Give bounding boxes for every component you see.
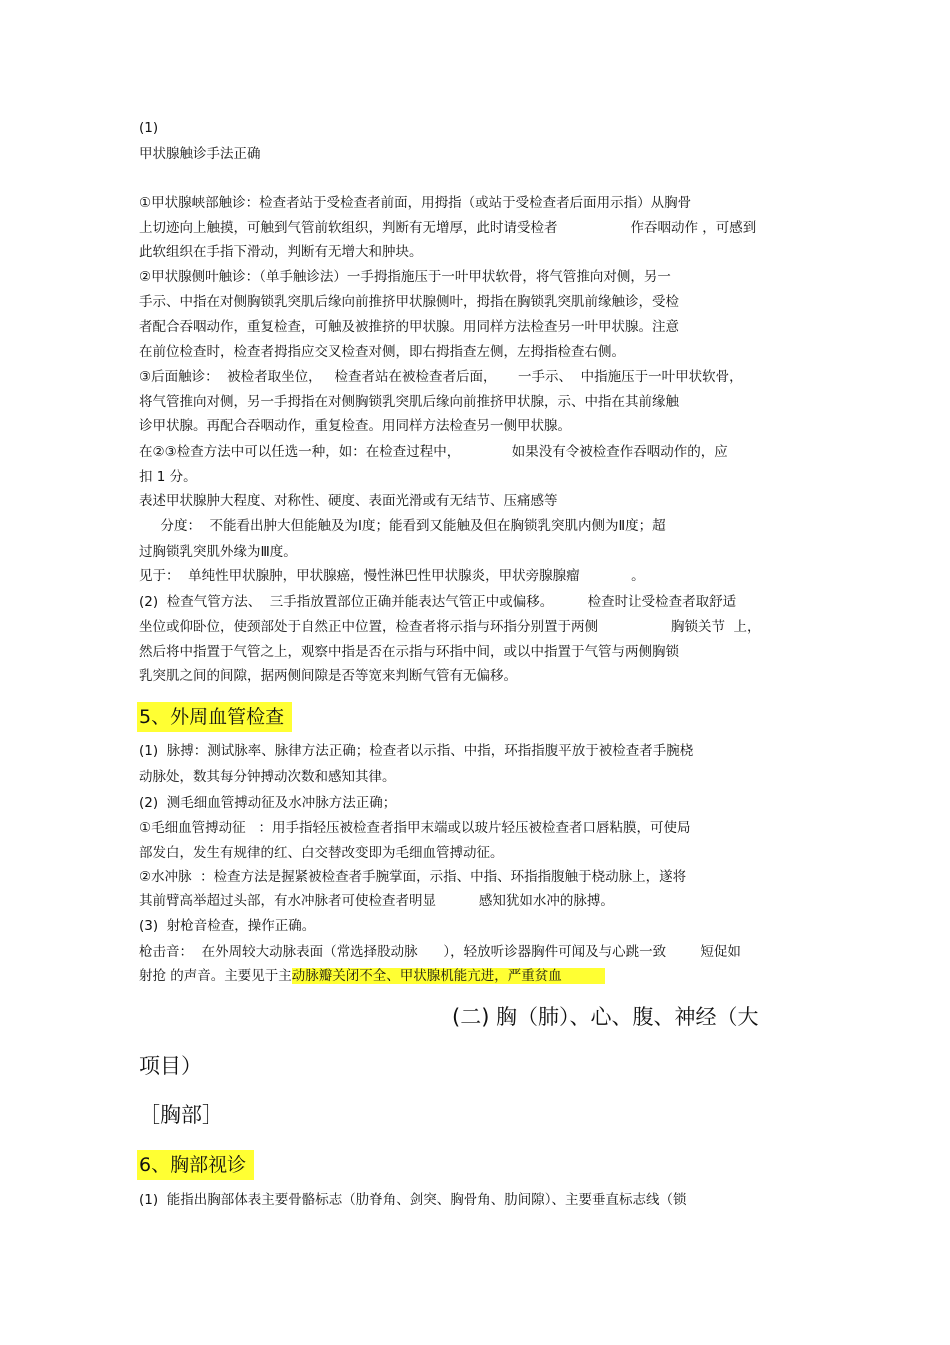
subsection-title: ［胸部］ (139, 1103, 223, 1127)
text-line: ①甲状腺峡部触诊：检查者站于受检查者前面，用拇指（或站于受检查者后面用示指）从胸骨 (139, 195, 692, 211)
text-line: 上切迹向上触摸，可触到气管前软组织，判断有无增厚，此时请受检者 作吞咽动作 ，可感到 (139, 220, 757, 236)
highlighted-text: 动脉瓣关闭不全、甲状腺机能亢进，严重贫血 (291, 968, 605, 984)
text-line: 诊甲状腺。再配合吞咽动作，重复检查。用同样方法检查另一侧甲状腺。 (139, 418, 571, 434)
text-line: ②水冲脉 ：检查方法是握紧被检查者手腕掌面，示指、中指、环指指腹触于桡动脉上，遂将 (139, 869, 687, 885)
part-title-continued: 项目） (139, 1054, 202, 1078)
section-heading: 5、外周血管检查 (137, 702, 292, 732)
text-line: 乳突肌之间的间隙，据两侧间隙是否等宽来判断气管有无偏移。 (139, 668, 517, 684)
text-line: (3) 射枪音检查，操作正确。 (139, 918, 316, 934)
text-line: 过胸锁乳突肌外缘为Ⅲ度。 (139, 544, 297, 560)
text-line: ③后面触诊： 被检者取坐位， 检查者站在被检查者后面， 一手示、 中指施压于一叶甲状软骨， (139, 369, 743, 385)
text-line: 者配合吞咽动作，重复检查，可触及被推挤的甲状腺。用同样方法检查另一叶甲状腺。注意 (139, 319, 679, 335)
text-line: 然后将中指置于气管之上，观察中指是否在示指与环指中间，或以中指置于气管与两侧胸锁 (139, 644, 679, 660)
text-line: 坐位或仰卧位，使颈部处于自然正中位置，检查者将示指与环指分别置于两侧 胸锁关节 上， (139, 619, 761, 635)
text-line: 见于： 单纯性甲状腺肿，甲状腺癌，慢性淋巴性甲状腺炎，甲状旁腺腺瘤 。 (139, 568, 645, 584)
text-line: 将气管推向对侧，另一手拇指在对侧胸锁乳突肌后缘向前推挤甲状腺，示、中指在其前缘触 (139, 394, 679, 410)
text-line: 在前位检查时，检查者拇指应交叉检查对侧，即右拇指查左侧，左拇指检查右侧。 (139, 344, 625, 360)
text-line: (1) 能指出胸部体表主要骨骼标志（肋脊角、剑突、胸骨角、肋间隙）、主要垂直标志线（锁 (139, 1192, 687, 1208)
text-line: ①毛细血管搏动征 ：用手指轻压被检查者指甲末端或以玻片轻压被检查者口唇粘膜，可使局 (139, 820, 691, 836)
text-line: (1) 脉搏：测试脉率、脉律方法正确；检查者以示指、中指，环指指腹平放于被检查者手腕桡 (139, 743, 694, 759)
text-line: 此软组织在手指下滑动，判断有无增大和肿块。 (139, 244, 423, 260)
section-title: 甲状腺触诊手法正确 (139, 146, 261, 162)
text-line: 枪击音： 在外周较大动脉表面（常选择股动脉 ），轻放听诊器胸件可闻及与心跳一致 短促如 (139, 944, 741, 960)
section-heading: 6、胸部视诊 (137, 1150, 254, 1180)
text-line: ②甲状腺侧叶触诊：（单手触诊法）一手拇指施压于一叶甲状软骨，将气管推向对侧，另一 (139, 269, 671, 285)
list-marker: (1) (139, 120, 159, 136)
text-line: 其前臂高举超过头部，有水冲脉者可使检查者明显 感知犹如水冲的脉搏。 (139, 893, 614, 909)
text-line: 在②③检查方法中可以任选一种，如：在检查过程中， 如果没有令被检查作吞咽动作的，应 (139, 444, 728, 460)
text-line: (2) 测毛细血管搏动征及水冲脉方法正确； (139, 795, 397, 811)
text-line: 动脉处，数其每分钟搏动次数和感知其律。 (139, 769, 396, 785)
part-title: (二) 胸（肺）、心、腹、神经（大 (452, 1005, 759, 1029)
text-line (139, 966, 605, 986)
text-line: 手示、中指在对侧胸锁乳突肌后缘向前推挤甲状腺侧叶，拇指在胸锁乳突肌前缘触诊，受检 (139, 294, 679, 310)
text-line: 部发白，发生有规律的红、白交替改变即为毛细血管搏动征。 (139, 845, 504, 861)
text-line: 分度： 不能看出肿大但能触及为Ⅰ度；能看到又能触及但在胸锁乳突肌内侧为Ⅱ度；超 (139, 518, 666, 534)
text-line: 扣 1 分。 (139, 469, 197, 485)
text-plain: 射抢 的声音。主要见于主 (139, 968, 292, 984)
text-line: 表述甲状腺肿大程度、对称性、硬度、表面光滑或有无结节、压痛感等 (139, 493, 558, 509)
text-line: (2) 检查气管方法、 三手指放置部位正确并能表达气管正中或偏移。 检查时让受检查者取舒适 (139, 594, 737, 610)
